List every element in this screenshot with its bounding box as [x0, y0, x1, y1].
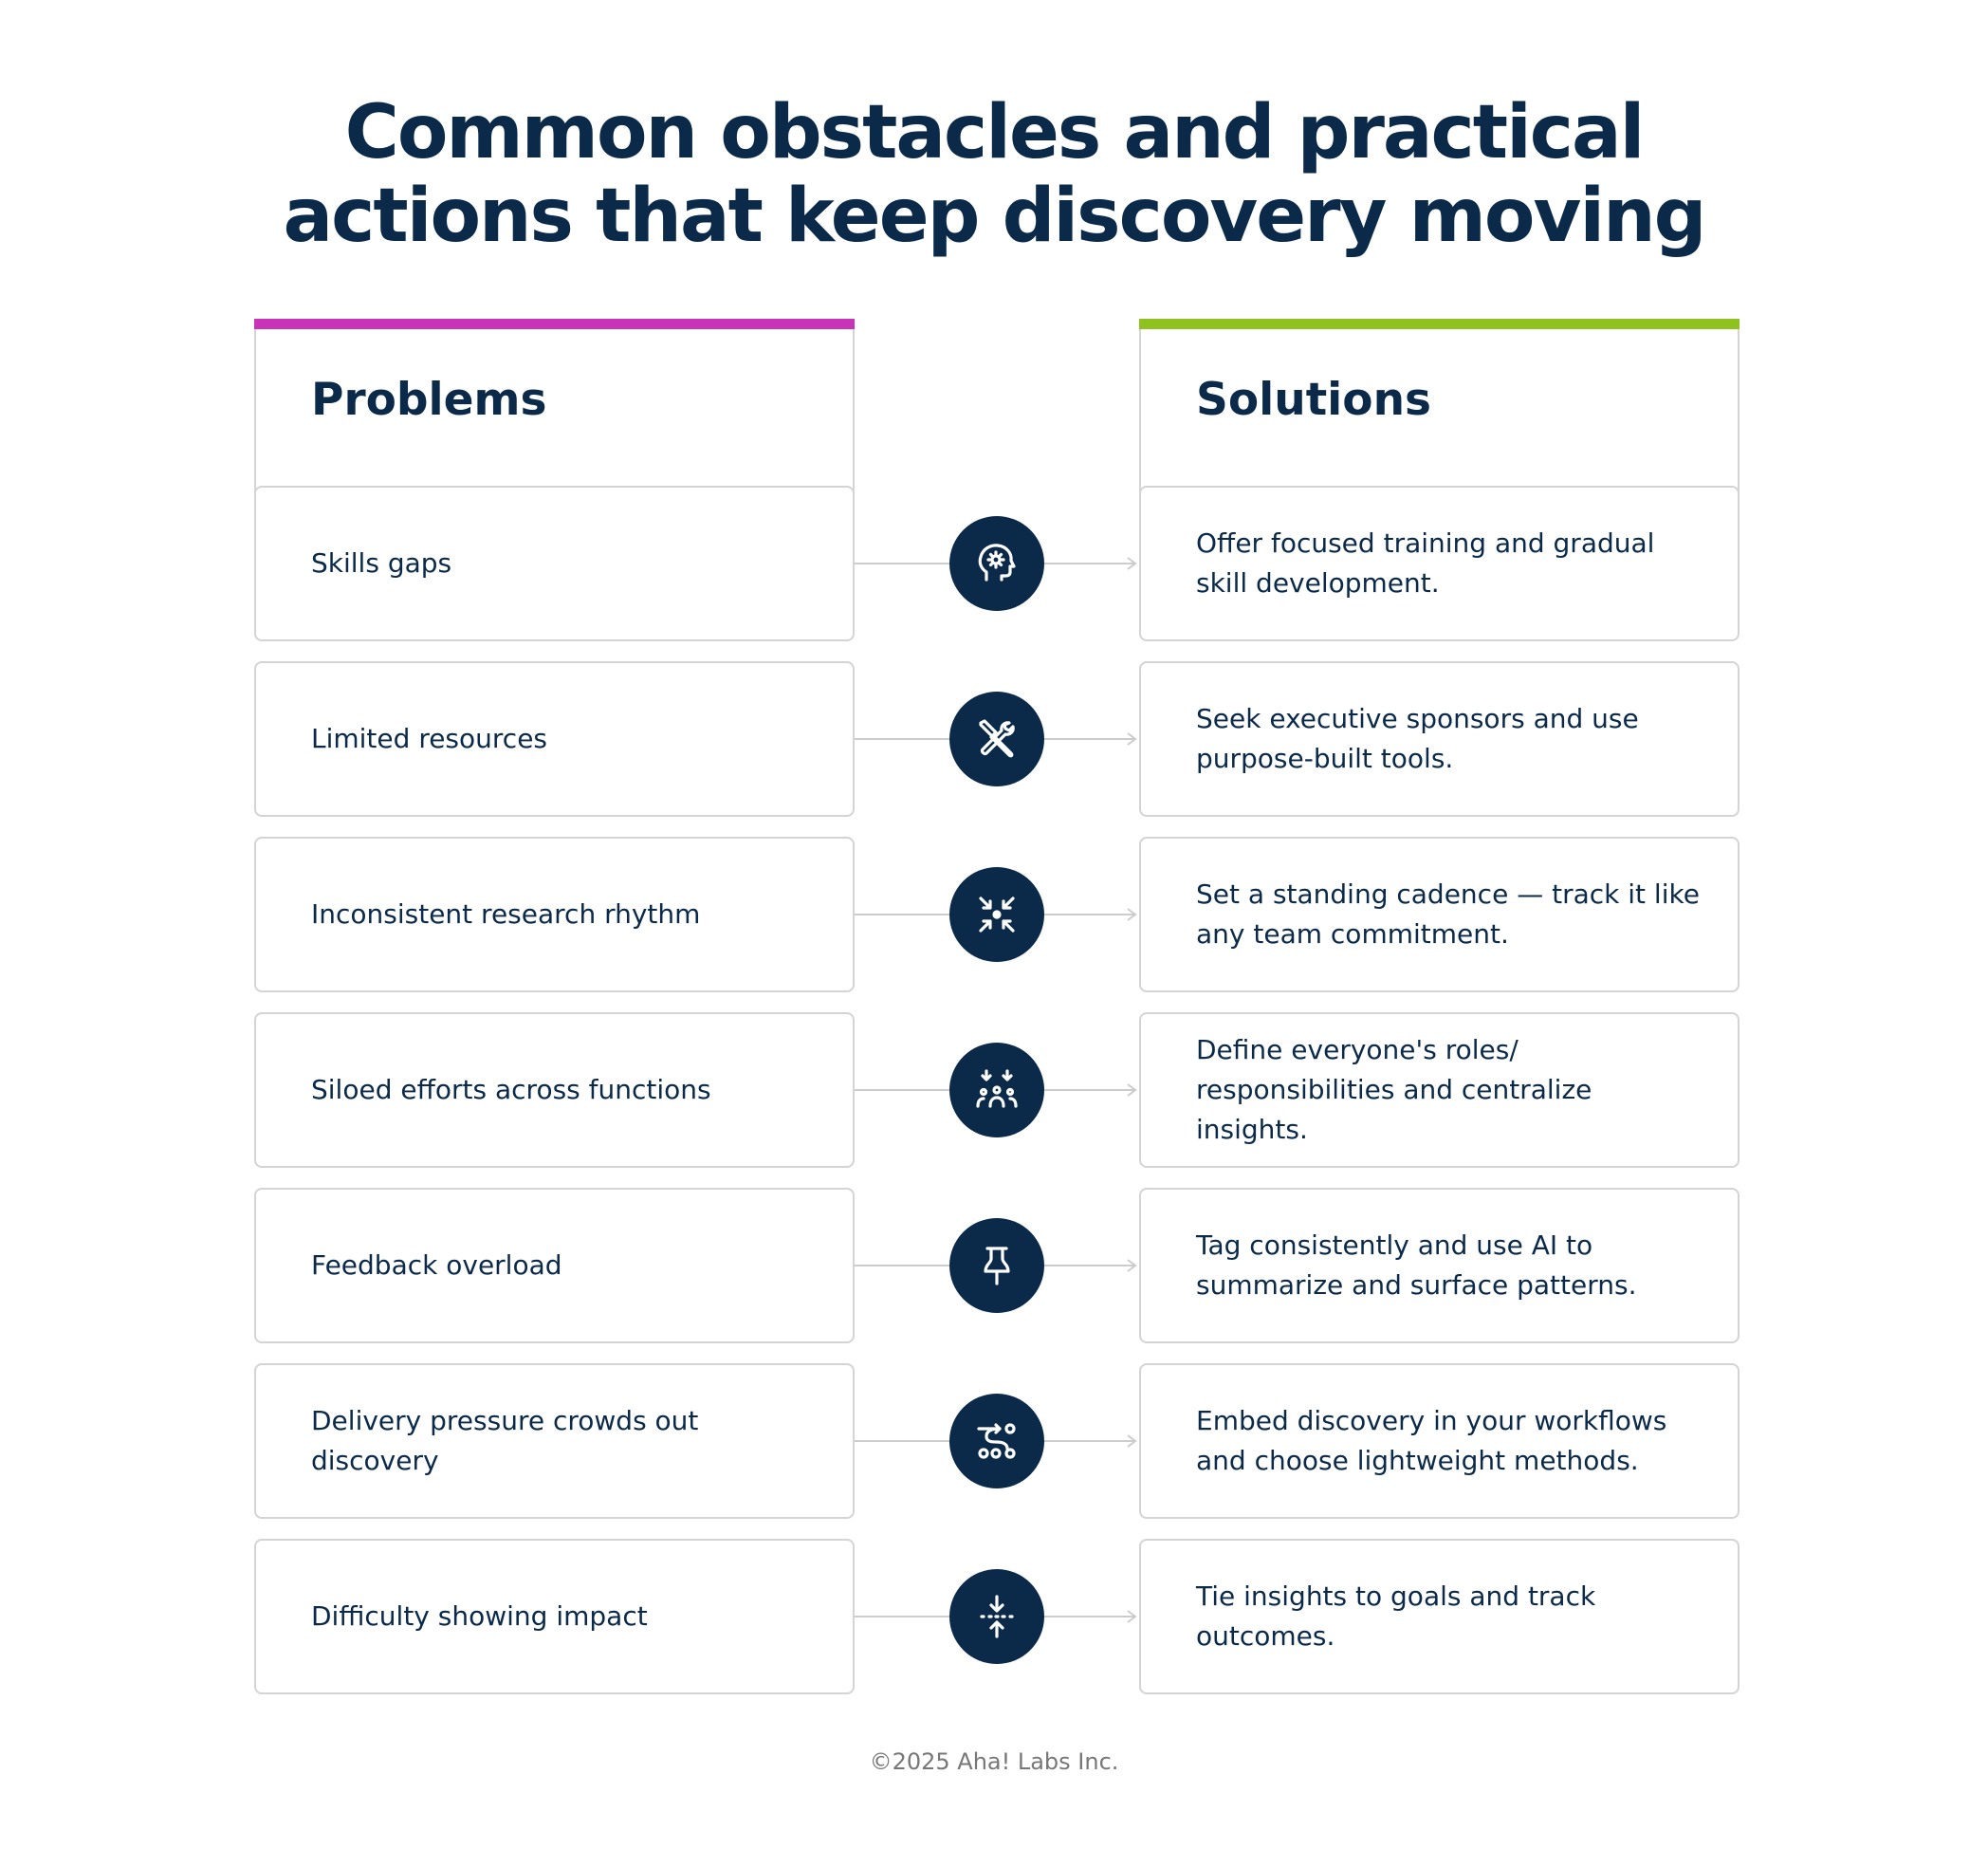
solution-card: [1139, 1012, 1740, 1168]
problem-text: Limited resources: [311, 723, 548, 754]
converge-arrows-icon: [949, 867, 1044, 962]
problem-card: [254, 837, 855, 992]
route-icon: [949, 1394, 1044, 1488]
solution-card: [1139, 1188, 1740, 1343]
solution-card: [1139, 486, 1740, 641]
solution-card: [1139, 1363, 1740, 1519]
title-line-2: actions that keep discovery moving: [283, 174, 1705, 259]
page-title: [0, 91, 1988, 258]
problems-accent-bar: [254, 319, 855, 329]
solution-card: [1139, 661, 1740, 817]
problems-heading: Problems: [311, 374, 547, 426]
solution-text: Define everyone's roles/ responsibilities and centralize insights.: [1196, 1034, 1592, 1145]
problem-card: [254, 661, 855, 817]
problem-card: [254, 1012, 855, 1168]
solutions-heading: Solutions: [1196, 374, 1432, 426]
tools-icon: [949, 692, 1044, 786]
problem-card: [254, 1539, 855, 1694]
problem-text: Difficulty showing impact: [311, 1600, 648, 1632]
solution-text: Seek executive sponsors and use purpose-built tools.: [1196, 703, 1639, 774]
solution-text: Offer focused training and gradual skill development.: [1196, 527, 1655, 599]
compress-icon: [949, 1569, 1044, 1664]
problem-card: [254, 1363, 855, 1519]
solution-text: Tie insights to goals and track outcomes.: [1196, 1580, 1596, 1652]
solution-text: Tag consistently and use AI to summarize and surface patterns.: [1196, 1229, 1637, 1301]
pushpin-icon: [949, 1218, 1044, 1313]
problem-text: Feedback overload: [311, 1249, 562, 1281]
problem-text: Delivery pressure crowds out discovery: [311, 1405, 699, 1476]
team-gather-icon: [949, 1043, 1044, 1137]
solutions-accent-bar: [1139, 319, 1740, 329]
head-gear-icon: [949, 516, 1044, 611]
solution-text: Embed discovery in your workflows and choose lightweight methods.: [1196, 1405, 1667, 1476]
solution-card: [1139, 837, 1740, 992]
solution-card: [1139, 1539, 1740, 1694]
title-line-1: Common obstacles and practical: [344, 90, 1644, 176]
solution-text: Set a standing cadence — track it like any team commitment.: [1196, 878, 1700, 950]
problem-text: Siloed efforts across functions: [311, 1074, 711, 1105]
copyright-footer: ©2025 Aha! Labs Inc.: [869, 1748, 1119, 1775]
problem-text: Inconsistent research rhythm: [311, 898, 701, 930]
problem-card: [254, 1188, 855, 1343]
problem-card: [254, 486, 855, 641]
problem-text: Skills gaps: [311, 547, 452, 579]
